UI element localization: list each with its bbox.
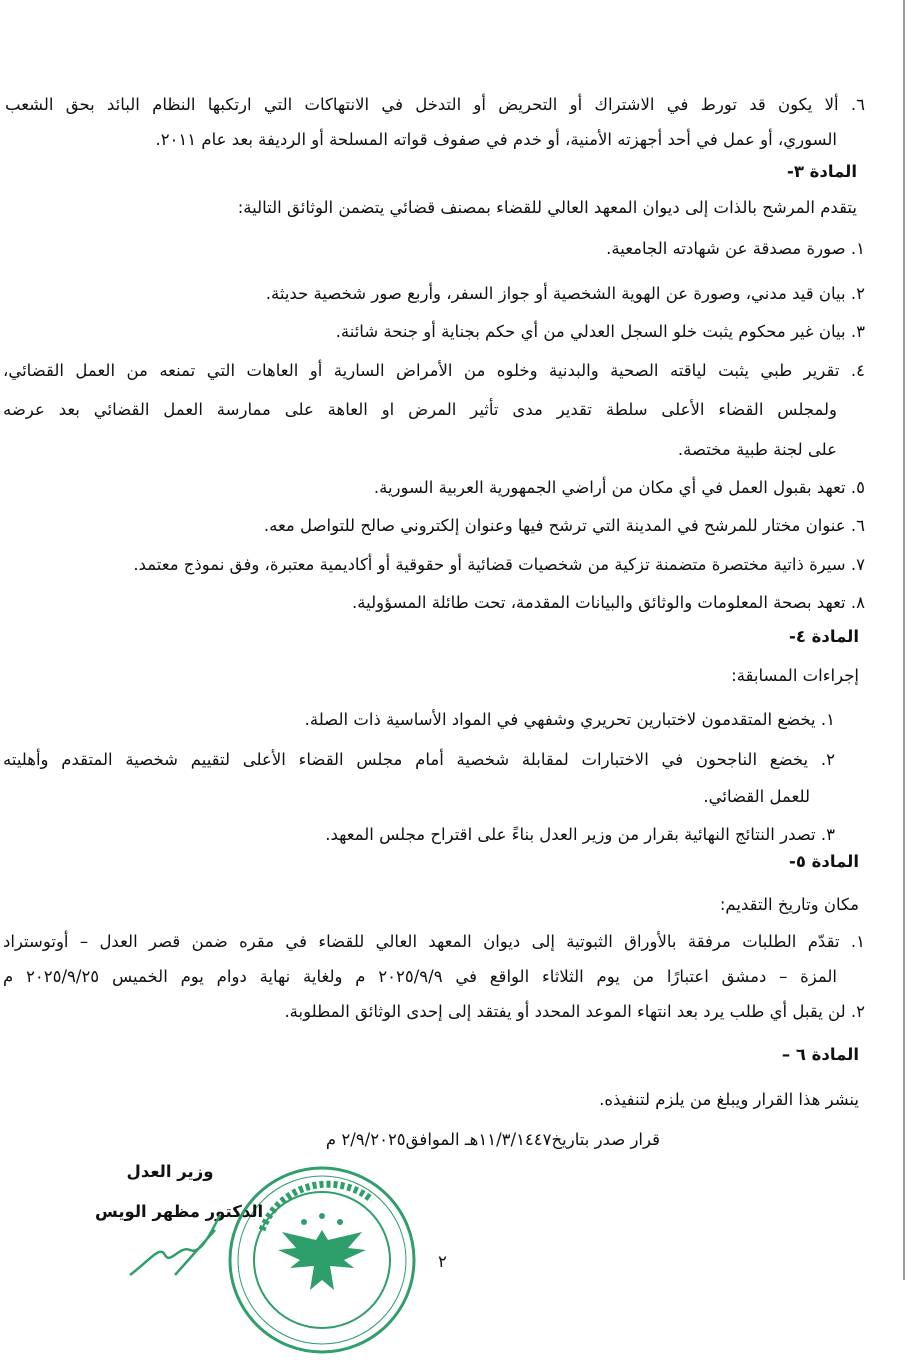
article3-item4-line2: ولمجلس القضاء الأعلى سلطة تقدير مدى تأثير المرض او العاهة على ممارسة العمل القضائي بعد عرضه [3,400,837,419]
article3-item1: ١. صورة مصدقة عن شهادته الجامعية. [606,239,865,258]
article3-item5: ٥. تعهد بقبول العمل في أي مكان من أراضي الجمهورية العربية السورية. [373,478,865,497]
article4-intro: إجراءات المسابقة: [731,666,859,685]
article2-item6-line1: ٦. ألا يكون قد تورط في الاشتراك أو التحريض أو التدخل في الانتهاكات التي ارتكبها النظام البائد بحق الشعب [5,95,865,114]
article3-intro: يتقدم المرشح بالذات إلى ديوان المعهد العالي للقضاء بمصنف قضائي يتضمن الوثائق التالية: [237,198,857,217]
page-number: ٢ [438,1252,447,1271]
article4-item3: ٣. تصدر النتائج النهائية بقرار من وزير العدل بناءً على اقتراح مجلس المعهد. [325,825,835,844]
article4-item2-line2: للعمل القضائي. [703,787,810,806]
signatory-title: وزير العدل [126,1162,214,1181]
page-edge-line [903,0,905,1280]
issue-date: قرار صدر بتاريخ١١/٣/١٤٤٧هـ الموافق٢/٩/٢٠٢٥ م [325,1130,660,1149]
article3-item2: ٢. بيان قيد مدني، وصورة عن الهوية الشخصية أو جواز السفر، وأربع صور شخصية حديثة. [265,284,865,303]
article4-heading: المادة ٤- [789,627,859,646]
signatory-name: الدكتور مظهر الويس [95,1202,264,1221]
handwritten-signature-icon [120,1205,230,1280]
article4-item2-line1: ٢. يخضع الناجحون في الاختبارات لمقابلة شخصية أمام مجلس القضاء الأعلى لتقييم شخصية المتقدم وأهليته [3,750,835,769]
article6-heading: المادة ٦ – [781,1045,859,1064]
seal-stamp-icon [222,1160,422,1360]
article5-item1-line1: ١. تقدّم الطلبات مرفقة بالأوراق الثبوتية إلى ديوان المعهد العالي للقضاء في مقره ضمن قصر العدل – أوتوستراد [3,932,865,951]
article3-item4-line1: ٤. تقرير طبي يثبت لياقته الصحية والبدنية وخلوه من الأمراض السارية أو العاهات التي تمنعه من العمل القضائي، [3,361,865,380]
article5-intro: مكان وتاريخ التقديم: [719,895,859,914]
article3-item4-line3: على لجنة طبية مختصة. [677,440,837,459]
article3-item8: ٨. تعهد بصحة المعلومات والوثائق والبيانات المقدمة، تحت طائلة المسؤولية. [352,593,865,612]
article3-item7: ٧. سيرة ذاتية مختصرة متضمنة تزكية من شخصيات قضائية أو حقوقية أو أكاديمية معتبرة، وفق نموذج معتمد. [133,555,865,574]
article3-item6: ٦. عنوان مختار للمرشح في المدينة التي ترشح فيها وعنوان إلكتروني صالح للتواصل معه. [263,516,865,535]
article3-item3: ٣. بيان غير محكوم يثبت خلو السجل العدلي من أي حكم بجناية أو جنحة شائنة. [335,322,865,341]
article2-item6-line2: السوري، أو عمل في أحد أجهزته الأمنية، أو خدم في صفوف قواته المسلحة أو الرديفة بعد عام ٢٠١١. [155,130,837,149]
article5-item1-line2: المزة – دمشق اعتبارًا من يوم الثلاثاء الواقع في ٢٠٢٥/٩/٩ م ولغاية نهاية دوام يوم الخميس ٢٠٢٥/٩/٢٥ م [3,967,838,986]
article5-item2: ٢. لن يقبل أي طلب يرد بعد انتهاء الموعد المحدد أو يفتقد إلى إحدى الوثائق المطلوبة. [284,1002,865,1021]
article4-item1: ١. يخضع المتقدمون لاختبارين تحريري وشفهي في المواد الأساسية ذات الصلة. [304,710,835,729]
article6-text: ينشر هذا القرار ويبلغ من يلزم لتنفيذه. [599,1090,859,1109]
article5-heading: المادة ٥- [789,852,859,871]
article3-heading: المادة ٣- [787,162,857,181]
